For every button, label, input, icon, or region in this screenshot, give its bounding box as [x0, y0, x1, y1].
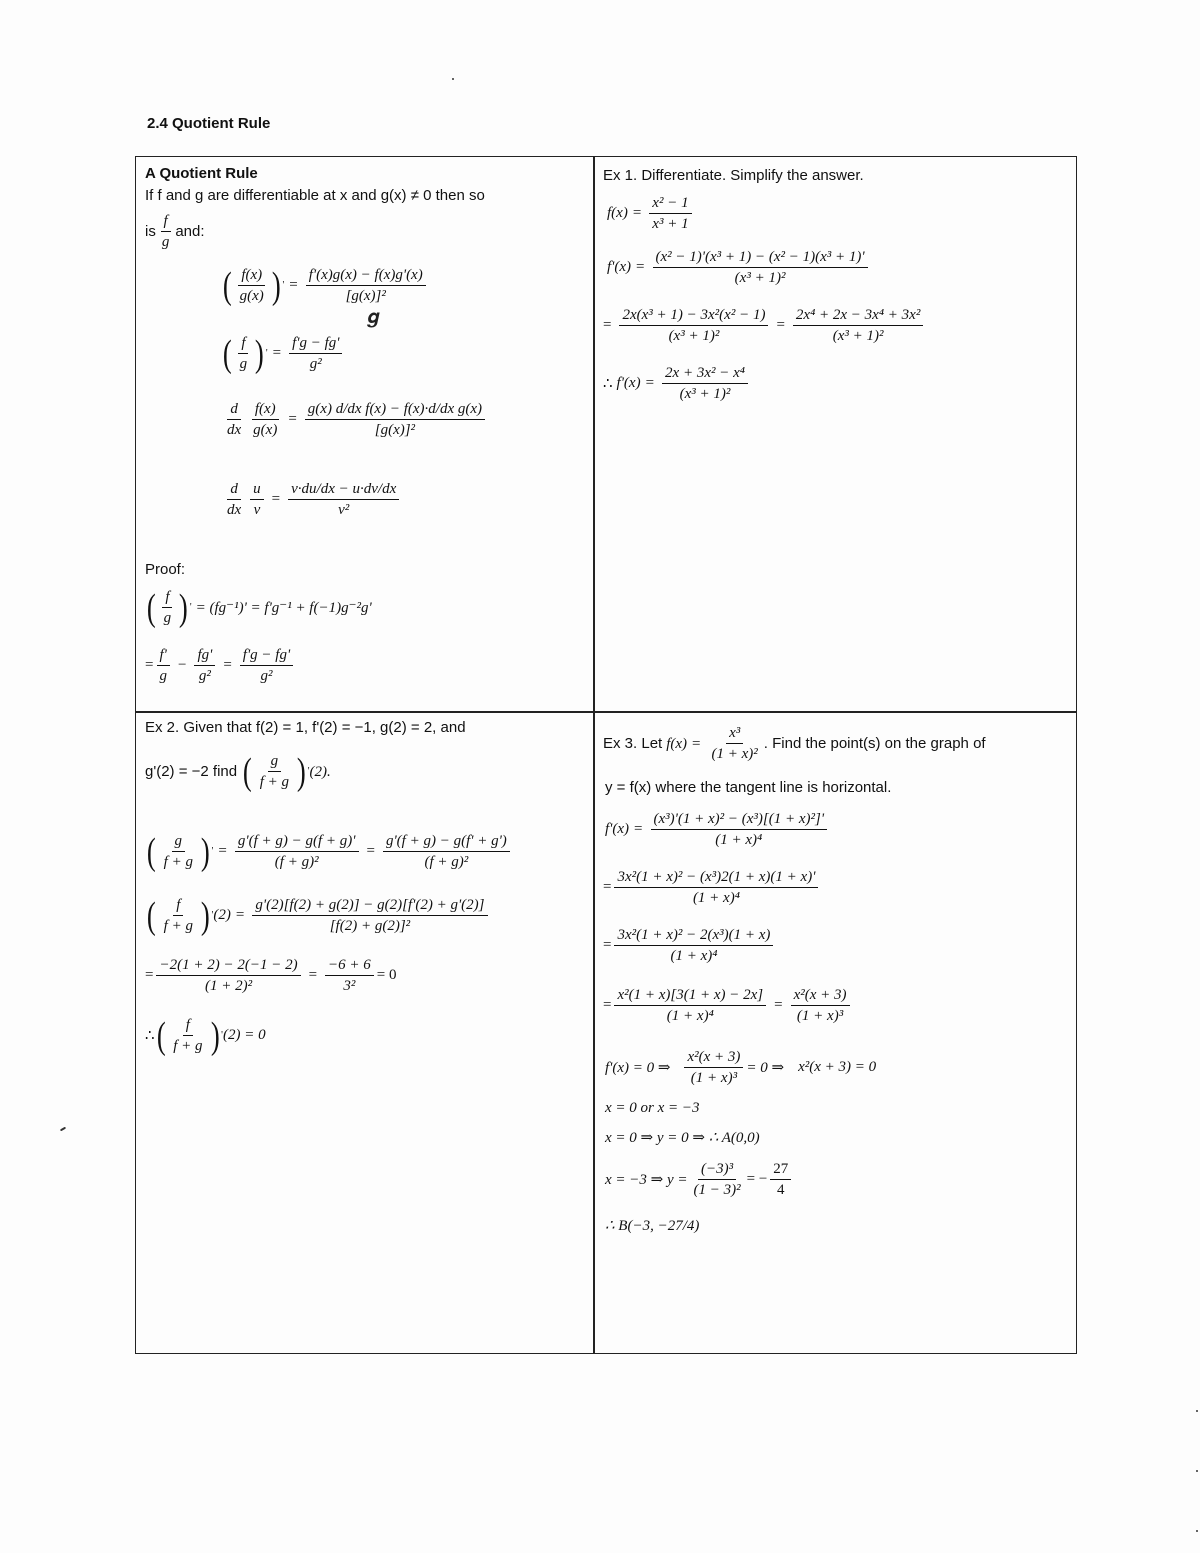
scan-speck	[1196, 1410, 1198, 1412]
ex3-derivative: f'(x) = $\frac{\text{(x³)'(1 + x)² − (x³)[(1 + x)²]'}}{\text{(1 + x)⁴}}$	[605, 810, 830, 849]
ex3-solutions: x = 0 or x = −3	[605, 1100, 700, 1116]
ex1-function: f(x) = $\frac{\text{x² − 1}}{\text{x³ + 1}}$	[607, 194, 695, 233]
example-2-heading-line2: g'(2) = −2 find ( $\frac{g}{f + g}$ ) ' (2).	[145, 750, 331, 793]
ex3-step-3: = $\frac{\text{x²(1 + x)[3(1 + x) − 2x]}}{\text{(1 + x)⁴}}$ = $\frac{\text{x²(x + 3)}}{\text{(1 + x)³}}$	[603, 986, 853, 1025]
scan-speck	[1196, 1470, 1198, 1472]
ex3-step-1: = $\frac{\text{3x²(1 + x)² − (x³)2(1 + x)(1 + x)'}}{\text{(1 + x)⁴}}$	[603, 868, 821, 907]
column-divider	[593, 157, 595, 1353]
rule-formula-4: $\frac{d}{dx}$ $\frac{u}{v}$ = $\frac{v\cdot du/dx - u\cdot dv/dx}{\text{v²}}$	[221, 480, 402, 519]
scan-speck	[1196, 1530, 1198, 1532]
handwritten-correction: 𝒈	[367, 304, 380, 328]
example-1-heading: Ex 1. Differentiate. Simplify the answer.	[603, 167, 864, 184]
scan-speck	[60, 1127, 66, 1132]
example-3-heading-line2: y = f(x) where the tangent line is horizontal.	[605, 779, 892, 796]
proof-label: Proof:	[145, 561, 186, 578]
ex2-answer: ∴ ( $\frac{f}{f + g}$ ) ' (2) = 0	[145, 1014, 266, 1057]
rule-formula-2: ( $\frac{f}{g}$ ) ' = $\frac{f'g - fg'}{\text{g²}}$	[221, 334, 345, 373]
ex3-step-2: = $\frac{\text{3x²(1 + x)² − 2(x³)(1 + x)}}{\text{(1 + x)⁴}}$	[603, 926, 776, 965]
proof-line-1: ( $\frac{f}{g}$ ) ' = (fg⁻¹)' = f'g⁻¹ + f(−1)g⁻²g'	[146, 586, 372, 629]
ex3-zero-condition: f'(x) = 0 ⇒ $\frac{\text{x²(x + 3)}}{\text{(1 + x)³}}$ = 0 ⇒ x²(x + 3) = 0	[605, 1049, 877, 1086]
ex3-point-a: x = 0 ⇒ y = 0 ⇒ ∴ A(0,0)	[605, 1130, 760, 1146]
section-heading: A Quotient Rule	[145, 165, 258, 182]
ex3-point-b: ∴ B(−3, −27/4)	[605, 1218, 700, 1234]
ex2-line-1: ( $\frac{g}{f + g}$ ) ' = $\frac{g'(f + g) - g(f + g)'}{\text{(f + g)²}}$ = $\frac{g'(f + g) - g(f' + g')}{\text{(f + g)²}}$	[145, 832, 513, 871]
rule-formula-1: ( $\frac{f(x)}{g(x)}$ ) ' = $\frac{f'(x)g(x) - f(x)g'(x)}{\text{[g(x)]²}}$	[221, 266, 429, 305]
example-2-heading: Ex 2. Given that f(2) = 1, f'(2) = −1, g(2) = 2, and	[145, 719, 466, 736]
rule-statement: If f and g are differentiable at x and g(x) ≠ 0 then so	[145, 187, 485, 204]
example-3-heading: Ex 3. Let f(x) = $\frac{\text{x³}}{\text{(1 + x)²}}$ . Find the point(s) on the graph of	[603, 725, 986, 762]
rule-statement-line2: is $\frac{f}{g}$ and:	[145, 213, 205, 250]
example-2-section	[145, 716, 590, 1346]
quotient-rule-section	[145, 164, 590, 704]
ex3-y-value: x = −3 ⇒ y = $\frac{\text{(−3)³}}{\text{(1 − 3)²}}$ = − $\frac{27}{4}$	[605, 1160, 794, 1199]
ex2-line-3: = $\frac{-2(1 + 2) - 2(-1 - 2)}{\text{(1 + 2)²}}$ = $\frac{-6 + 6}{\text{3²}}$ = 0	[145, 957, 397, 994]
ex1-answer: ∴ f'(x) = $\frac{\text{2x + 3x² − x⁴}}{\text{(x³ + 1)²}}$	[603, 364, 751, 403]
ex2-line-2: ( $\frac{f}{f + g}$ ) ' (2) = $\frac{g'(2)[f(2) + g(2)] - g(2)[f'(2) + g'(2)]}{\text{[f(2) + g(2)]²}}$	[145, 896, 491, 935]
example-3-section	[603, 724, 1073, 1344]
rule-formula-3: $\frac{d}{dx}$ $\frac{f(x)}{g(x)}$ = $\frac{\text{g(x) d/dx f(x) − f(x)·d/dx g(x)}}{\text{[g(x)]²}}$	[221, 400, 488, 439]
proof-line-2: = $\frac{f'}{g}$ − $\frac{fg'}{\text{g²}}$ = $\frac{f'g - fg'}{\text{g²}}$	[145, 646, 296, 685]
example-1-section	[603, 164, 1068, 704]
page-title: 2.4 Quotient Rule	[147, 115, 271, 132]
ex1-step-1: = $\frac{\text{2x(x³ + 1) − 3x²(x² − 1)}}{\text{(x³ + 1)²}}$ = $\frac{\text{2x⁴ + 2x − 3x⁴ + 3x²}}{\text{(x³ + 1)²}}$	[603, 306, 926, 345]
ex1-derivative: f'(x) = $\frac{\text{(x² − 1)'(x³ + 1) − (x² − 1)(x³ + 1)'}}{\text{(x³ + 1)²}}$	[607, 248, 871, 287]
row-divider	[136, 711, 1076, 713]
scan-speck	[452, 78, 454, 80]
